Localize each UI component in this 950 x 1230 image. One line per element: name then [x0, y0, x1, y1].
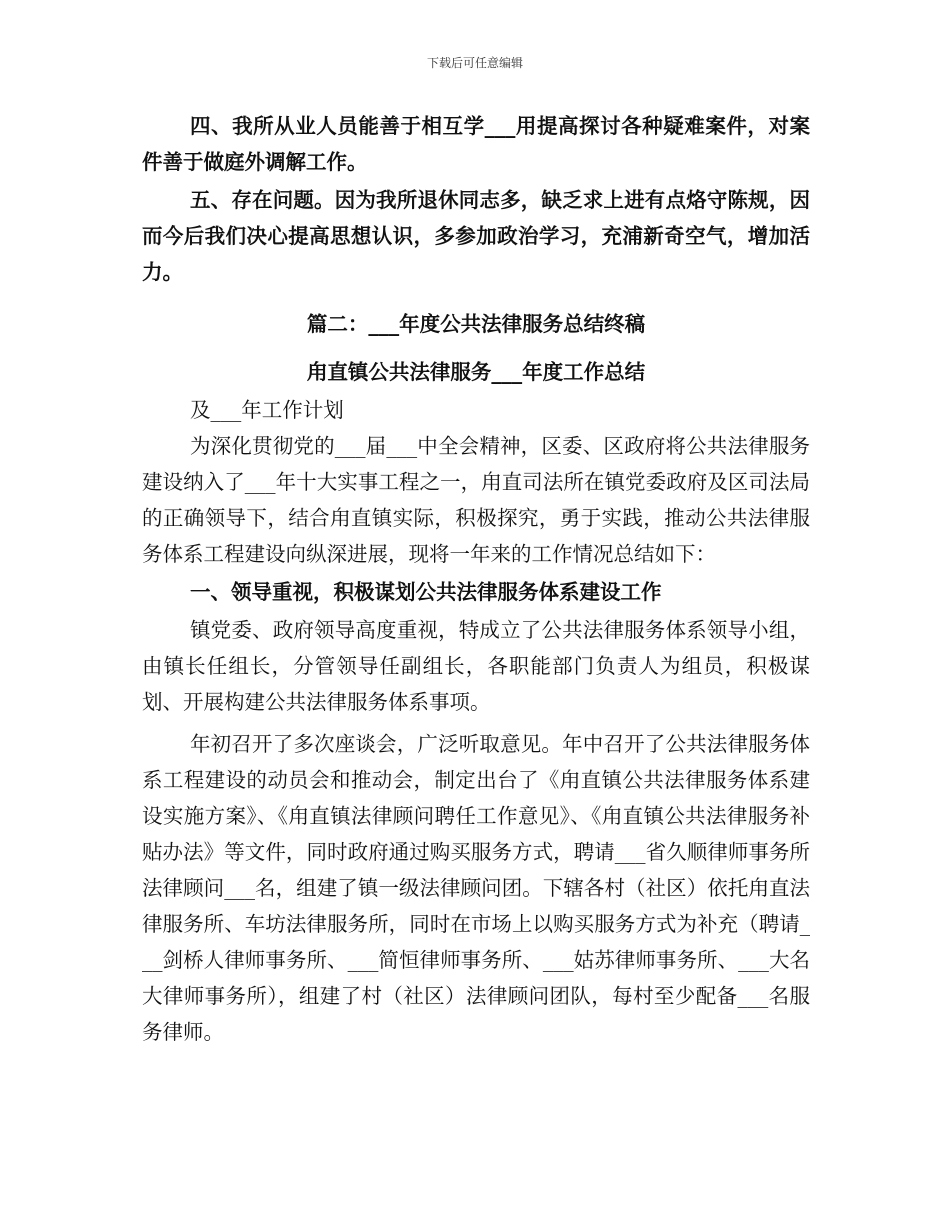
article-title: 甪直镇公共法律服务___年度工作总结: [306, 360, 646, 384]
paragraph-meetings: 年初召开了多次座谈会，广泛听取意见。年中召开了公共法律服务体系工程建设的动员会和推动会，制定出台了《甪直镇公共法律服务体系建设实施方案》、《甪直镇法律顾问聘任工作意见》、《甪直镇公共法律服务补贴办法》等文件，同时政府通过购买服务方式，聘请___省久顺律师事务所法律顾问___名，组建了镇一级法律顾问团。下辖各村（社区）依托甪直法律服务所、车坊法律服务所，同时在市场上以购买服务方式为补充（聘请___剑桥人律师事务所、___简恒律师事务所、___姑苏律师事务所、___大名大律师事务所），组建了村（社区）法律顾问团队，每村至少配备___名服务律师。: [142, 732, 810, 1044]
article-heading: 篇二：___年度公共法律服务总结终稿: [306, 312, 646, 336]
article-subtitle: 及___年工作计划: [190, 398, 344, 422]
paragraph-section-five: 五、存在问题。因为我所退休同志多，缺乏求上进有点烙守陈规，因而今后我们决心提高思想认识，多参加政治学习，充浦新奇空气，增加活力。: [142, 188, 810, 284]
paragraph-intro: 为深化贯彻党的___届___中全会精神，区委、区政府将公共法律服务建设纳入了___年十大实事工程之一，甪直司法所在镇党委政府及区司法局的正确领导下，结合甪直镇实际，积极探究，勇于实践，推动公共法律服务体系工程建设向纵深进展，现将一年来的工作情况总结如下：: [142, 434, 810, 566]
paragraph-section-four: 四、我所从业人员能善于相互学___用提高探讨各种疑难案件，对案件善于做庭外调解工作。: [142, 114, 810, 174]
page-header: 下载后可任意编辑: [426, 56, 523, 70]
paragraph-leadership: 镇党委、政府领导高度重视，特成立了公共法律服务体系领导小组，由镇长任组长，分管领导任副组长，各职能部门负责人为组员，积极谋划、开展构建公共法律服务体系事项。: [142, 618, 810, 714]
document-body: [142, 108, 810, 1050]
section-heading-one: 一、领导重视，积极谋划公共法律服务体系建设工作: [190, 580, 662, 604]
